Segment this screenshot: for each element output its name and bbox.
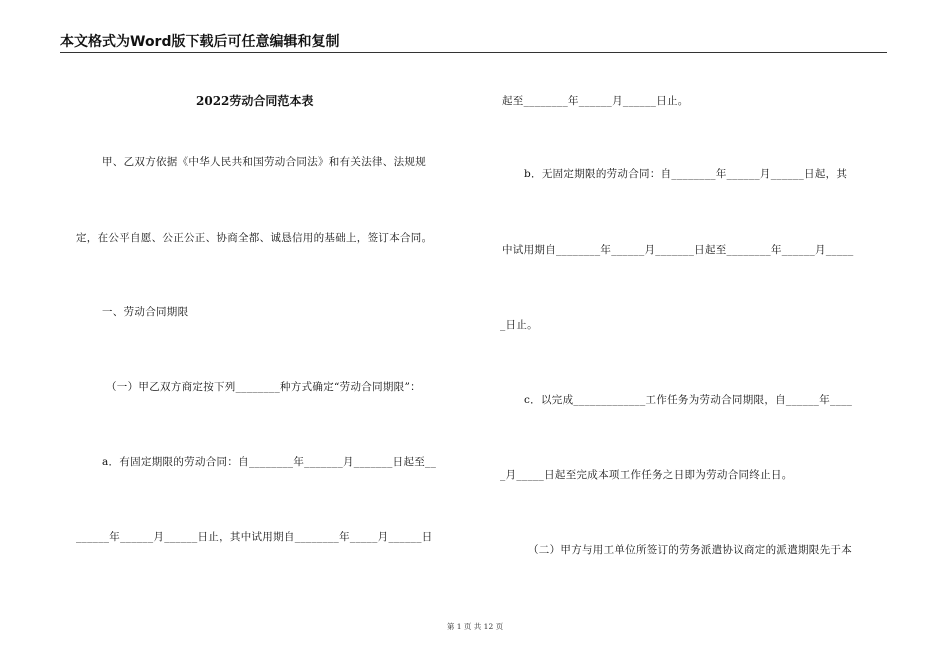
document-title: 2022劳动合同范本表: [196, 94, 314, 108]
header-text: 本文格式为Word版下载后可任意编辑和复制: [60, 34, 340, 50]
paragraph-line: _日止。: [500, 319, 538, 331]
page-footer: 第 1 页 共 12 页: [446, 622, 504, 631]
paragraph-line: b．无固定期限的劳动合同：自________年______月______日起，其: [524, 168, 848, 180]
paragraph-line: ______年______月______日止，其中试用期自________年_____月______日: [76, 531, 433, 543]
paragraph-line: a．有固定期限的劳动合同：自________年_______月_______日起至__: [102, 456, 437, 468]
paragraph-line: c．以完成_____________工作任务为劳动合同期限，自______年____: [524, 394, 853, 406]
right-column: [500, 0, 886, 672]
paragraph-line: （一）甲乙双方商定按下列________种方式确定“劳动合同期限”：: [106, 381, 421, 393]
paragraph-line: （二）甲方与用工单位所签订的劳务派遣协议商定的派遣期限先于本: [528, 544, 852, 556]
paragraph-line: 起至________年______月______日止。: [502, 95, 689, 107]
left-column: [76, 0, 466, 672]
paragraph-line: 甲、乙双方依据《中华人民共和国劳动合同法》和有关法律、法规规: [102, 156, 426, 168]
section-heading: 一、劳动合同期限: [102, 306, 189, 318]
paragraph-line: 定，在公平自愿、公正公正、协商全都、诚恳信用的基础上，签订本合同。: [76, 232, 433, 244]
paragraph-line: _月_____日起至完成本项工作任务之日即为劳动合同终止日。: [500, 469, 793, 481]
paragraph-line: 中试用期自________年______月_______日起至________年______月_____: [502, 244, 854, 256]
